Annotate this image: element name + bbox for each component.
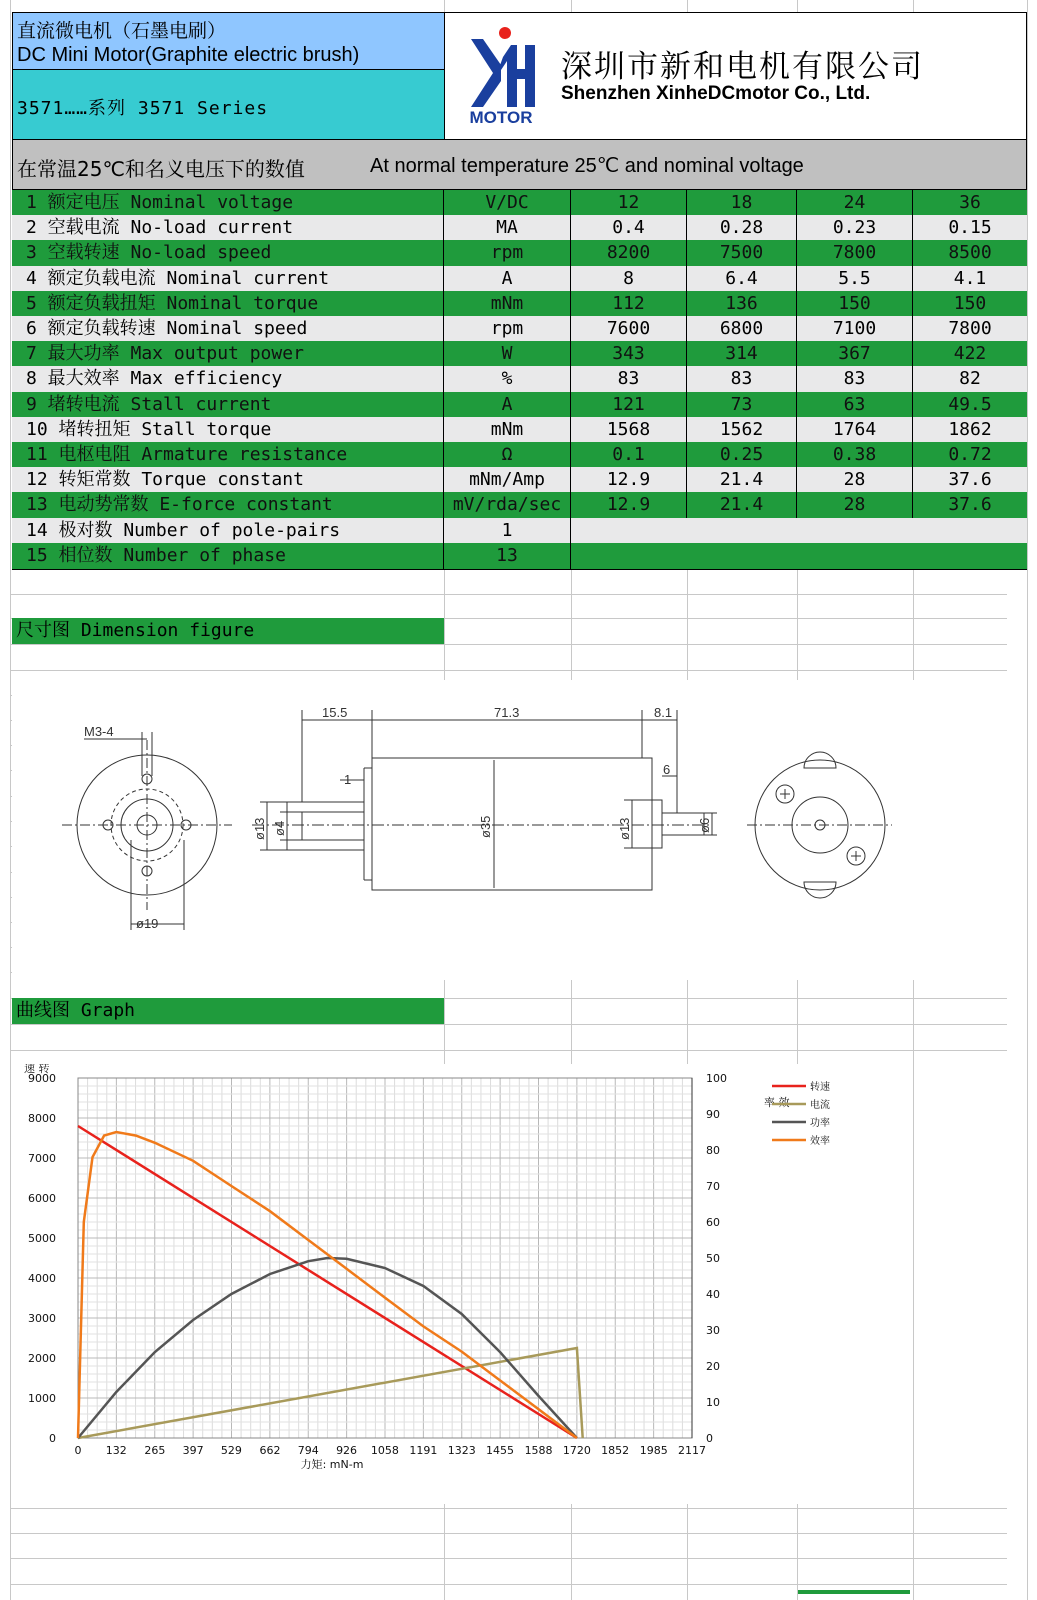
spec-value: 12 [571,190,687,216]
spec-value: 24 [797,190,913,216]
spec-value: 343 [571,341,687,367]
spec-value: 8200 [571,240,687,266]
dimension-section-title: 尺寸图 Dimension figure [12,618,444,644]
grid-line [10,1024,1007,1025]
series-label: 3571……系列 3571 Series [17,98,269,119]
x-tick-label: 662 [259,1444,281,1457]
spec-unit: A [444,266,571,292]
spec-value: 7500 [687,240,797,266]
y-right-tick-label: 10 [706,1396,720,1409]
spec-label: 10 堵转扭矩 Stall torque [12,417,444,443]
y-right-axis-label: 率 效 [764,1096,790,1109]
conditions-cn: 在常温25℃和名义电压下的数值 [17,157,305,181]
legend-label: 效率 [810,1136,830,1147]
dimension-figure [12,680,1027,980]
label-d4: ø4 [272,820,287,836]
y-right-tick-label: 100 [706,1072,727,1085]
y-left-tick-label: 1000 [28,1392,56,1405]
spec-label: 15 相位数 Number of phase [12,543,444,569]
spec-value: 5.5 [797,266,913,292]
spec-value: 83 [797,366,913,392]
x-tick-label: 1323 [447,1444,476,1457]
spec-unit: 1 [444,518,571,544]
label-d6: ø6 [697,817,712,833]
spec-value: 8500 [948,242,992,264]
grid-line [10,594,1007,595]
company-name-en: Shenzhen XinheDCmotor Co., Ltd. [561,83,871,104]
label-d19: ø19 [136,916,159,931]
y-left-tick-label: 9000 [28,1072,56,1085]
logo-text: MOTOR [469,108,533,125]
spec-label: 2 空载电流 No-load current [12,215,444,241]
spec-label: 9 堵转电流 Stall current [12,392,444,418]
spec-row [12,417,1027,444]
spec-value: 21.4 [687,467,797,493]
conditions-en: At normal temperature 25℃ and nominal voltage [370,155,804,177]
x-tick-label: 1852 [601,1444,630,1457]
company-logo-icon [463,21,539,125]
spec-value: 1862 [948,418,992,440]
x-tick-label: 1191 [409,1444,438,1457]
spec-unit: V/DC [444,190,571,216]
spec-row [12,366,1027,393]
spec-value: 121 [571,392,687,418]
spec-value: 36 [959,192,981,213]
spec-value: 0.23 [797,215,913,241]
graph-section-title: 曲线图 Graph [12,998,444,1024]
x-tick-label: 1058 [370,1444,399,1457]
spec-row [12,240,1027,267]
x-axis-label: 力矩: mN-m [300,1458,364,1471]
company-name-cn: 深圳市新和电机有限公司 [561,49,924,85]
spec-value: 0.1 [571,442,687,468]
y-right-tick-label: 80 [706,1144,720,1157]
y-left-tick-label: 4000 [28,1272,56,1285]
spec-value: 7600 [571,316,687,342]
y-left-tick-label: 8000 [28,1112,56,1125]
grid-line [10,644,1007,645]
spec-row [12,543,1027,570]
spec-label: 4 额定负载电流 Nominal current [12,266,444,292]
spec-value: 73 [687,392,797,418]
spec-label: 11 电枢电阻 Armature resistance [12,442,444,468]
grid-line [10,1508,1007,1509]
x-tick-label: 926 [336,1444,358,1457]
label-15-5: 15.5 [322,705,348,720]
spec-empty-cell [571,518,1027,544]
grid-line [10,670,1007,671]
y-left-tick-label: 3000 [28,1312,56,1325]
x-tick-label: 0 [74,1444,82,1457]
y-left-tick-label: 6000 [28,1192,56,1205]
spec-value: 18 [687,190,797,216]
x-tick-label: 529 [220,1444,242,1457]
spec-label: 8 最大效率 Max efficiency [12,366,444,392]
legend-label: 功率 [810,1118,830,1129]
spec-value: 112 [571,291,687,317]
label-d13-left: ø13 [252,817,267,840]
spec-label: 12 转矩常数 Torque constant [12,467,444,493]
x-tick-label: 2117 [678,1444,706,1457]
spec-value: 82 [959,368,981,390]
legend-label: 转速 [810,1082,830,1093]
spec-row [12,518,1027,545]
spec-label: 3 空载转速 No-load speed [12,240,444,266]
spec-label: 6 额定负载转速 Nominal speed [12,316,444,342]
spec-row [12,341,1027,368]
spec-value: 150 [953,292,987,314]
spec-unit: mNm [444,291,571,317]
side-view [252,710,717,890]
y-right-tick-label: 40 [706,1288,720,1301]
title-en: DC Mini Motor(Graphite electric brush) [17,44,360,66]
performance-chart [12,1064,892,1504]
y-right-tick-label: 50 [706,1252,720,1265]
spec-value: 314 [687,341,797,367]
spec-value: 63 [797,392,913,418]
spec-label: 5 额定负载扭矩 Nominal torque [12,291,444,317]
spec-row [12,467,1027,494]
spec-value: 37.6 [948,494,992,516]
spec-value: 0.28 [687,215,797,241]
spec-value: 7800 [797,240,913,266]
y-right-tick-label: 60 [706,1216,720,1229]
grid-line [10,1584,1007,1585]
spec-value: 1568 [571,417,687,443]
y-left-axis-label: 速 转 [24,1064,50,1075]
label-d13-right: ø13 [617,817,632,840]
label-1: 1 [344,772,352,787]
spec-value: 6800 [687,316,797,342]
label-8-1: 8.1 [654,705,673,720]
dimension-drawing [12,680,1027,980]
x-tick-label: 794 [297,1444,319,1457]
spec-unit: rpm [444,316,571,342]
spec-unit: rpm [444,240,571,266]
y-left-tick-label: 0 [49,1432,56,1445]
spec-value: 28 [797,467,913,493]
footer-accent [798,1590,910,1594]
spec-value: 367 [797,341,913,367]
spec-value: 0.15 [948,217,992,239]
y-right-tick-label: 90 [706,1108,720,1121]
label-d35: ø35 [478,815,493,838]
spec-value: 1764 [797,417,913,443]
spec-label: 1 额定电压 Nominal voltage [12,190,444,216]
legend-label: 电流 [810,1100,830,1111]
spec-value: 12.9 [571,467,687,493]
y-right-tick-label: 30 [706,1324,720,1337]
grid-line [10,1050,1007,1051]
spec-value: 7100 [797,316,913,342]
rear-view [747,752,892,898]
spec-value: 49.5 [948,393,992,415]
series-block [12,70,444,140]
spec-value: 8 [571,266,687,292]
spec-row [12,190,1027,217]
spec-label: 13 电动势常数 E-force constant [12,492,444,518]
spec-value: 6.4 [687,266,797,292]
spec-row [12,266,1027,293]
spec-unit: mNm/Amp [444,467,571,493]
spec-row [12,316,1027,343]
title-cn: 直流微电机（石墨电刷） [17,20,227,42]
grid-line [10,1558,1007,1559]
y-right-tick-label: 20 [706,1360,720,1373]
y-left-tick-label: 7000 [28,1152,56,1165]
label-6: 6 [663,762,671,777]
spec-value: 4.1 [953,267,987,289]
spec-value: 0.38 [797,442,913,468]
spec-row [12,442,1027,469]
spec-value: 422 [953,343,987,365]
y-right-tick-label: 0 [706,1432,713,1445]
spec-value: 0.4 [571,215,687,241]
x-tick-label: 1588 [524,1444,553,1457]
x-tick-label: 1455 [485,1444,514,1457]
spec-unit: mNm [444,417,571,443]
grid-line [10,0,11,1600]
spec-value: 7800 [948,318,992,339]
spec-value: 136 [687,291,797,317]
x-tick-label: 1720 [562,1444,591,1457]
y-right-tick-label: 70 [706,1180,720,1193]
spec-row [12,215,1027,242]
spec-value: 83 [687,366,797,392]
chart-svg [12,1064,892,1504]
y-left-tick-label: 2000 [28,1352,56,1365]
spec-label: 7 最大功率 Max output power [12,341,444,367]
spec-unit: A [444,392,571,418]
spec-row [12,392,1027,419]
spec-value: 0.72 [948,444,992,465]
y-left-tick-label: 5000 [28,1232,56,1245]
spec-unit: 13 [444,543,571,569]
x-tick-label: 1985 [639,1444,668,1457]
spec-row [12,492,1027,519]
spec-unit: Ω [444,442,571,468]
label-m34: M3-4 [84,724,114,739]
grid-line [1027,0,1028,1600]
spec-row [12,291,1027,318]
spec-unit: mV/rda/sec [444,492,571,518]
x-tick-label: 265 [144,1444,166,1457]
company-block [444,12,1027,140]
spec-value: 28 [797,492,913,518]
spec-value: 12.9 [571,492,687,518]
x-tick-label: 397 [182,1444,204,1457]
spec-value: 21.4 [687,492,797,518]
title-block [12,12,444,70]
spec-label: 14 极对数 Number of pole-pairs [12,518,444,544]
spec-unit: W [444,341,571,367]
spec-value: 150 [797,291,913,317]
front-view [62,732,232,930]
conditions-banner [12,140,1027,190]
spec-value: 1562 [687,417,797,443]
spec-value: 37.6 [948,469,992,491]
spec-empty-cell [571,543,1027,569]
spec-value: 0.25 [687,442,797,468]
spec-unit: MA [444,215,571,241]
label-71-3: 71.3 [494,705,520,720]
grid-line [10,1533,1007,1534]
spec-unit: % [444,366,571,392]
x-tick-label: 132 [105,1444,127,1457]
spec-value: 83 [571,366,687,392]
